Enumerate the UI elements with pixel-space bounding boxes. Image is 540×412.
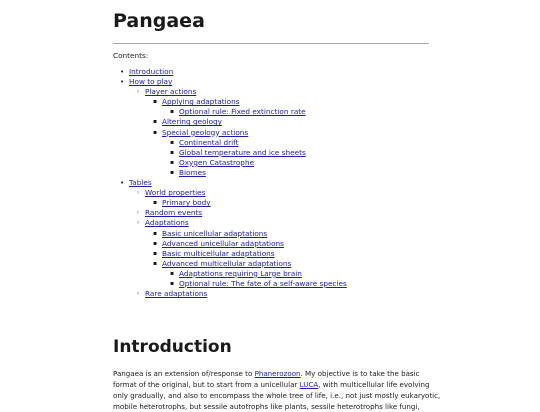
toc-link[interactable]: Rare adaptations (145, 289, 208, 299)
intro-text: mobile heterotrophs, but sessile autotrophs like plants, sessile heterotrophs like fungi, (113, 402, 420, 411)
toc-item (113, 198, 347, 208)
toc-link[interactable]: Introduction (129, 67, 174, 76)
intro-text: only gradually, and also to encompass the whole tree of life, i.e., not just mostly eukaryotic, (113, 391, 441, 400)
toc-link[interactable]: Primary body (162, 198, 211, 208)
toc-link[interactable]: Advanced multicellular adaptations (162, 258, 292, 268)
toc-link[interactable]: Oxygen Catastrophe (179, 157, 255, 167)
toc-item (113, 279, 347, 289)
toc-link[interactable]: Global temperature and ice sheets (179, 147, 306, 157)
intro-line (113, 379, 429, 390)
toc-link[interactable]: Optional rule: Fixed extinction rate (179, 107, 306, 117)
intro-text: Pangaea is an extension of/response to (113, 369, 255, 378)
toc-item (113, 229, 347, 239)
intro-line (113, 368, 429, 379)
toc-link[interactable]: Altering geology (162, 117, 222, 127)
toc-link[interactable]: Random events (145, 208, 203, 218)
intro-text: , with multicellular life evolving (318, 380, 430, 389)
toc-item (113, 67, 347, 77)
toc-list (113, 67, 347, 299)
toc-link[interactable]: Player actions (145, 87, 197, 97)
toc-item (113, 97, 347, 107)
toc-item (113, 158, 347, 168)
toc-link[interactable]: Basic multicellular adaptations (162, 248, 275, 258)
toc-link[interactable]: Basic unicellular adaptations (162, 228, 268, 238)
toc-item (113, 87, 347, 97)
toc-item (113, 218, 347, 228)
section-heading-introduction: Introduction (113, 337, 232, 357)
toc-item (113, 117, 347, 127)
toc-link[interactable]: How to play (129, 77, 173, 87)
toc-link[interactable]: Tables (129, 178, 152, 188)
toc-label: Contents: (113, 51, 149, 60)
toc-link[interactable]: Applying adaptations (162, 97, 240, 107)
toc-item (113, 128, 347, 138)
toc-item (113, 249, 347, 259)
toc-item (113, 289, 347, 299)
intro-line (113, 401, 429, 412)
toc-link[interactable]: Biomes (179, 167, 206, 177)
toc-item (113, 148, 347, 158)
toc-link[interactable]: Adaptations (145, 218, 189, 228)
intro-text: format of the original, but to start from a unicellular (113, 380, 300, 389)
link-luca[interactable]: LUCA (299, 380, 319, 389)
toc-item (113, 188, 347, 198)
link-phanerozoon[interactable]: Phanerozoon (254, 369, 301, 378)
intro-text: . My objective is to take the basic (300, 369, 420, 378)
intro-line (113, 390, 441, 401)
title-divider (113, 43, 429, 44)
toc-item (113, 107, 347, 117)
toc-item (113, 259, 347, 269)
intro-paragraph (113, 368, 441, 412)
toc-link[interactable]: Continental drift (179, 137, 239, 147)
toc-link[interactable]: World properties (145, 188, 206, 198)
table-of-contents (113, 67, 347, 299)
toc-item (113, 77, 347, 87)
toc-link[interactable]: Optional rule: The fate of a self-aware species (179, 278, 347, 288)
toc-item (113, 138, 347, 148)
toc-link[interactable]: Special geology actions (162, 127, 249, 137)
toc-item (113, 208, 347, 218)
toc-item (113, 168, 347, 178)
page-title: Pangaea (113, 10, 205, 32)
toc-link[interactable]: Adaptations requiring Large brain (179, 268, 302, 278)
toc-item (113, 269, 347, 279)
toc-link[interactable]: Advanced unicellular adaptations (162, 238, 284, 248)
toc-item (113, 239, 347, 249)
toc-item (113, 178, 347, 188)
